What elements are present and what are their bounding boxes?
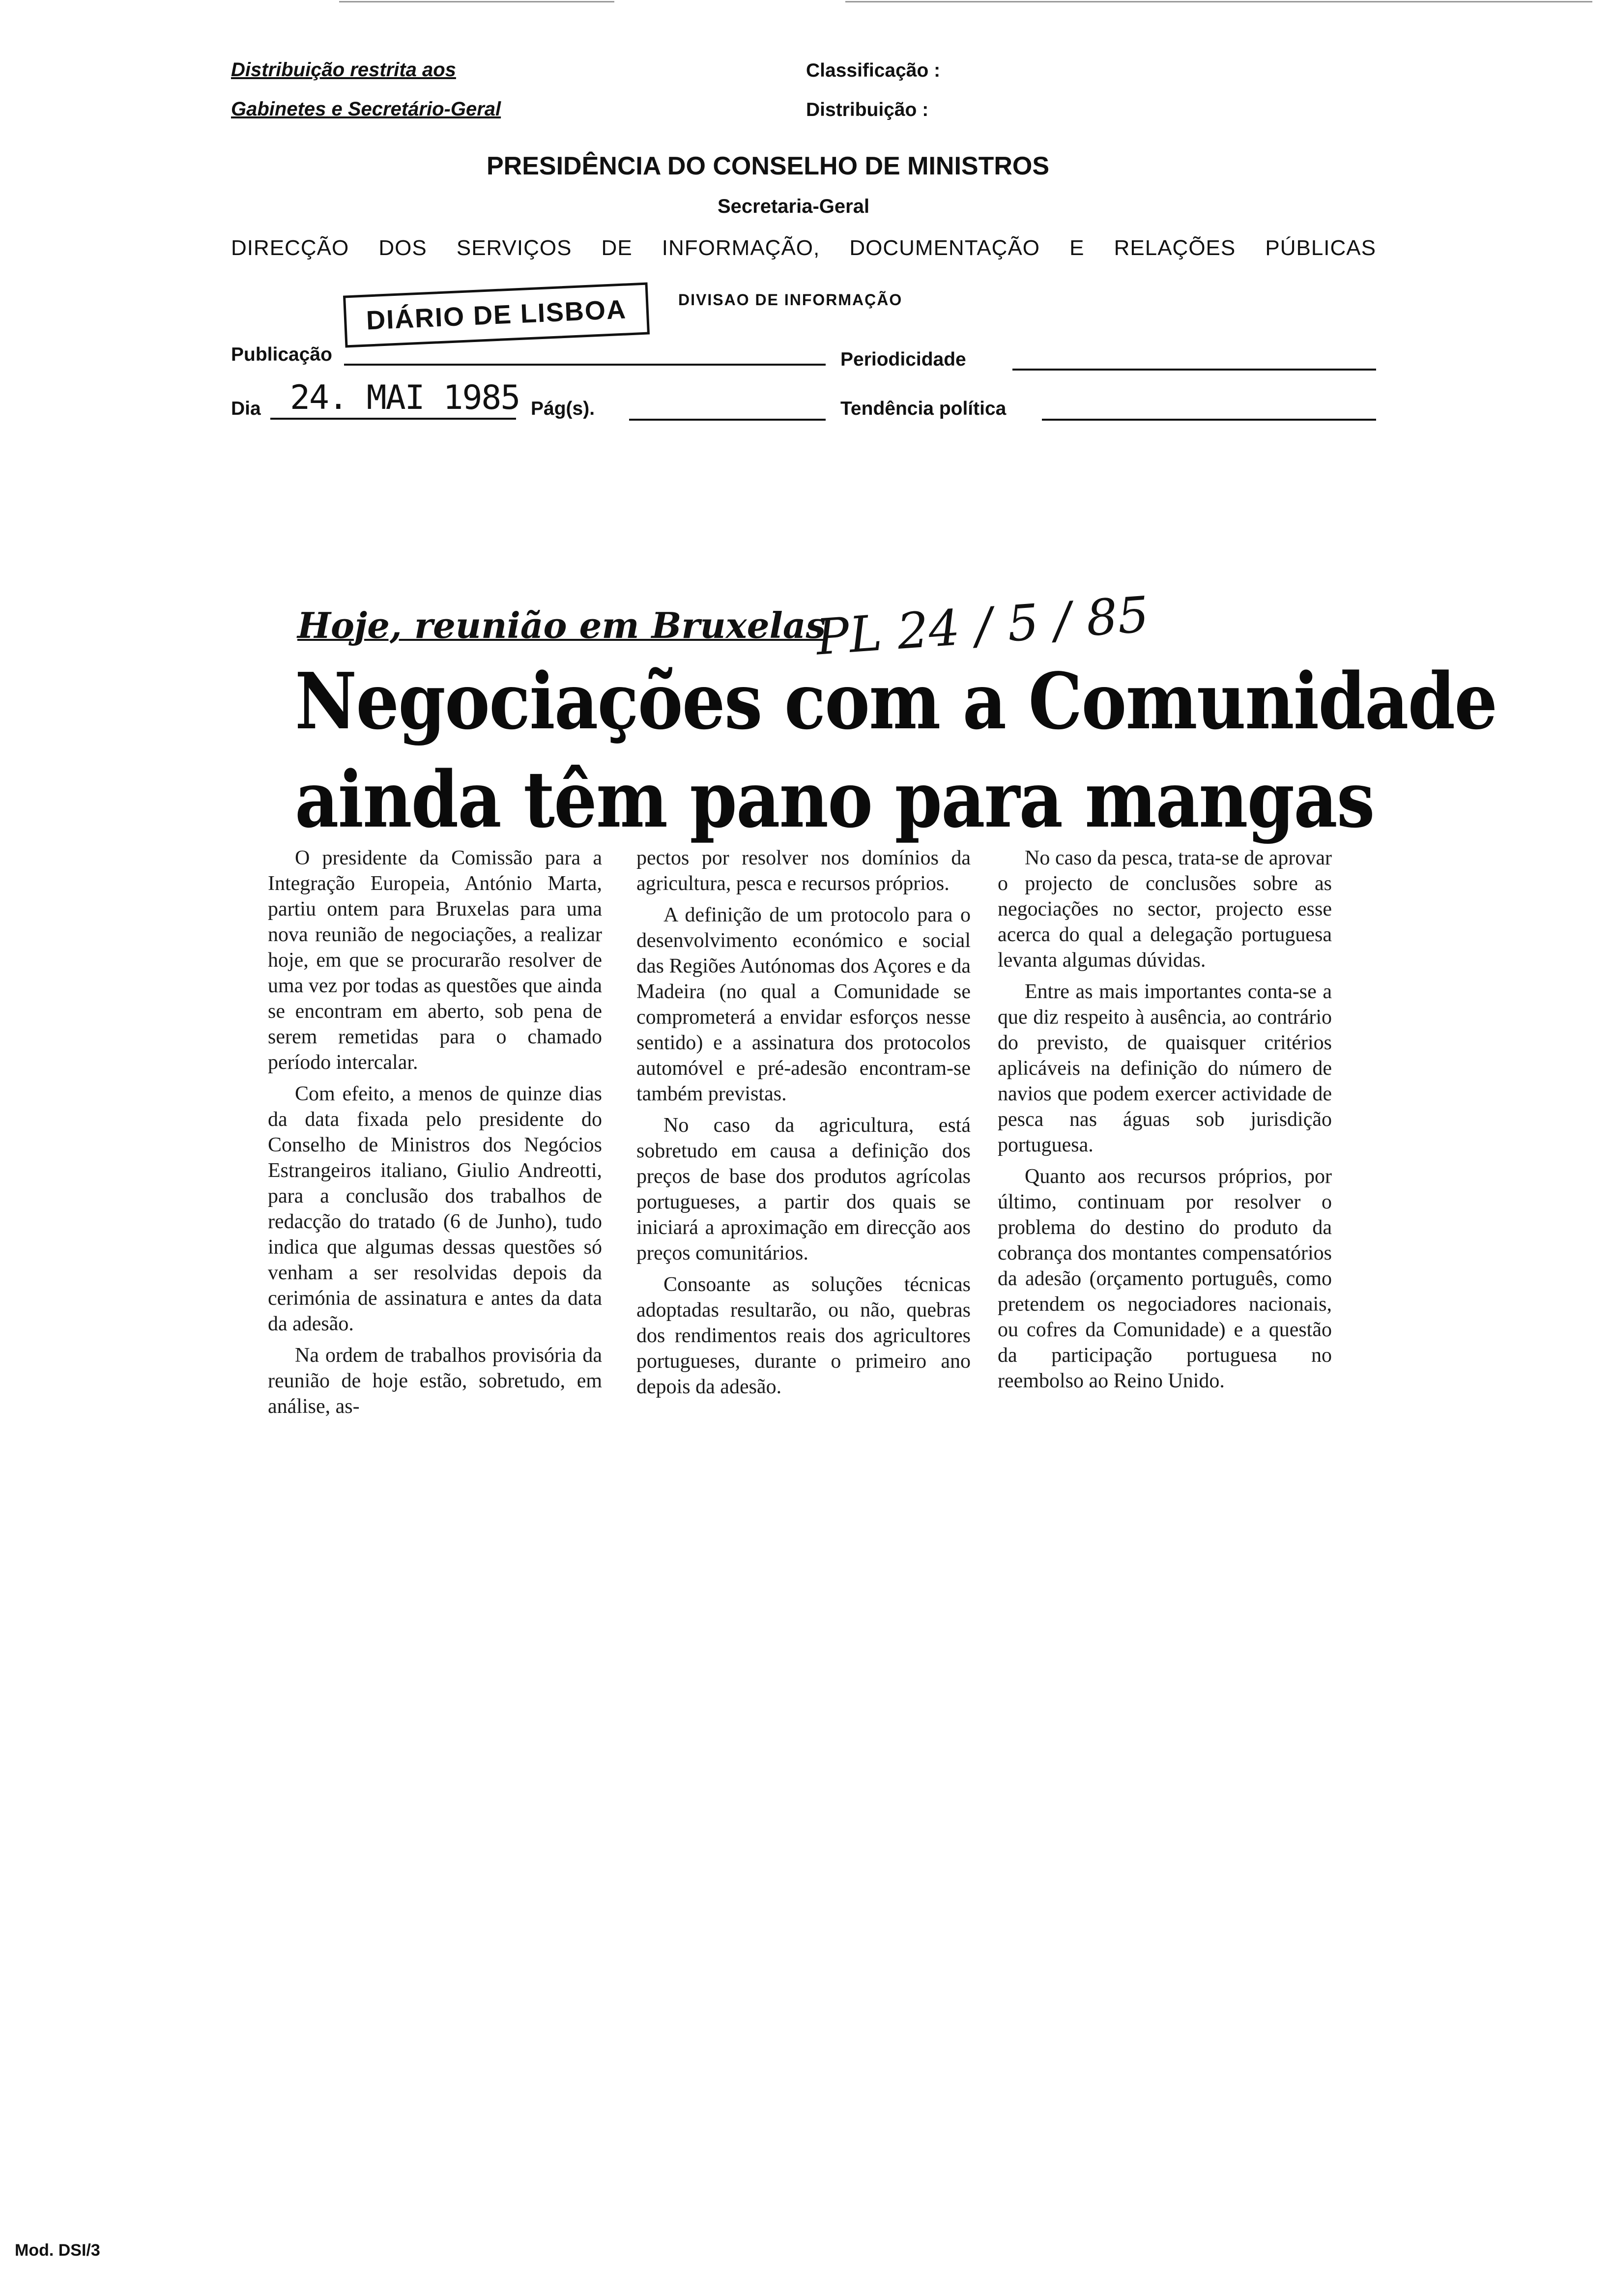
paragraph: A definição de um protocolo para o desenvolvimento económico e social das Regiões Autónomas dos Açores e da Madeira (no qual a Comunidade se comprometerá a envidar esforços nesse sentido) e a assinatura dos protocolos automóvel e pré-adesão encontram-se também previstas. xyxy=(636,904,971,1105)
pages-label: Pág(s). xyxy=(531,398,595,419)
date-line xyxy=(270,418,516,420)
article-kicker: Hoje, reunião em Bruxelas xyxy=(297,604,826,646)
publication-line xyxy=(344,364,826,366)
paragraph: No caso da pesca, trata-se de aprovar o projecto de conclusões sobre as negociações no sector, projecto esse acerca do qual a delegação portuguesa levanta algumas dúvidas. xyxy=(998,847,1332,972)
pages-line xyxy=(629,419,826,421)
article-column-3 xyxy=(998,845,1332,1400)
newspaper-stamp: DIÁRIO DE LISBOA xyxy=(343,283,650,348)
classification-label: Classificação : xyxy=(806,60,941,81)
distribution-restricted: Distribuição restrita aos xyxy=(231,59,456,81)
periodicity-line xyxy=(1012,369,1376,371)
scan-edge-line xyxy=(845,1,1592,2)
scan-edge-line xyxy=(339,1,614,2)
day-label: Dia xyxy=(231,398,261,419)
directorate-title: DIRECÇÃO DOS SERVIÇOS DE INFORMAÇÃO, DOCUMENTAÇÃO E RELAÇÕES PÚBLICAS xyxy=(231,236,1376,260)
distribution-label: Distribuição : xyxy=(806,99,929,120)
periodicity-label: Periodicidade xyxy=(840,349,966,370)
secretariat-title: Secretaria-Geral xyxy=(718,196,870,217)
article-headline-line2: ainda têm pano para mangas xyxy=(295,754,1374,845)
article-column-1 xyxy=(268,845,602,1425)
ministry-title: PRESIDÊNCIA DO CONSELHO DE MINISTROS xyxy=(487,152,1050,180)
article-headline-line1: Negociações com a Comunidade xyxy=(295,656,1497,747)
paragraph: pectos por resolver nos domínios da agricultura, pesca e recursos próprios. xyxy=(636,847,971,895)
paragraph: Entre as mais importantes conta-se a que diz respeito à ausência, ao contrário do previsto, de quaisquer critérios aplicáveis na definição do número de navios que podem exercer actividade de pesca nas águas sob jurisdição portuguesa. xyxy=(998,980,1332,1156)
handwritten-note: PL 24 / 5 / 85 xyxy=(814,585,1151,666)
model-code: Mod. DSI/3 xyxy=(15,2241,100,2260)
publication-label: Publicação xyxy=(231,344,332,365)
paragraph: Consoante as soluções técnicas adoptadas resultarão, ou não, quebras dos rendimentos reais dos agricultores portugueses, durante o primeiro ano depois da adesão. xyxy=(636,1273,971,1398)
paragraph: O presidente da Comissão para a Integração Europeia, António Marta, partiu ontem para Bruxelas para uma nova reunião de negociações, a realizar hoje, em que se procurarão resolver de uma vez por todas as questões que ainda se encontram em aberto, sob pena de serem remetidas para o chamado período intercalar. xyxy=(268,847,602,1074)
paragraph: Na ordem de trabalhos provisória da reunião de hoje estão, sobretudo, em análise, as- xyxy=(268,1344,602,1418)
paragraph: Quanto aos recursos próprios, por último, continuam por resolver o problema do destino do produto da cobrança dos montantes compensatórios da adesão (orçamento português, como pretendem os negociadores nacionais, ou cofres da Comunidade) e a questão da participação portuguesa no reembolso ao Reino Unido. xyxy=(998,1165,1332,1392)
division-label: DIVISAO DE INFORMAÇÃO xyxy=(678,291,903,309)
distribution-cabinets: Gabinetes e Secretário-Geral xyxy=(231,98,501,120)
article-column-2 xyxy=(636,845,971,1406)
paragraph: No caso da agricultura, está sobretudo em causa a definição dos preços de base dos produtos agrícolas portugueses, a partir dos quais se iniciará a aproximação em direcção aos preços comunitários. xyxy=(636,1114,971,1264)
paragraph: Com efeito, a menos de quinze dias da data fixada pelo presidente do Conselho de Ministros dos Negócios Estrangeiros italiano, Giulio Andreotti, para a conclusão dos trabalhos de redacção do tratado (6 de Junho), tudo indica que algumas dessas questões só venham a ser resolvidas depois da cerimónia de assinatura e antes da data da adesão. xyxy=(268,1083,602,1335)
political-tendency-label: Tendência política xyxy=(840,398,1007,419)
date-stamp: 24. MAI 1985 xyxy=(290,378,520,417)
political-tendency-line xyxy=(1042,419,1376,421)
